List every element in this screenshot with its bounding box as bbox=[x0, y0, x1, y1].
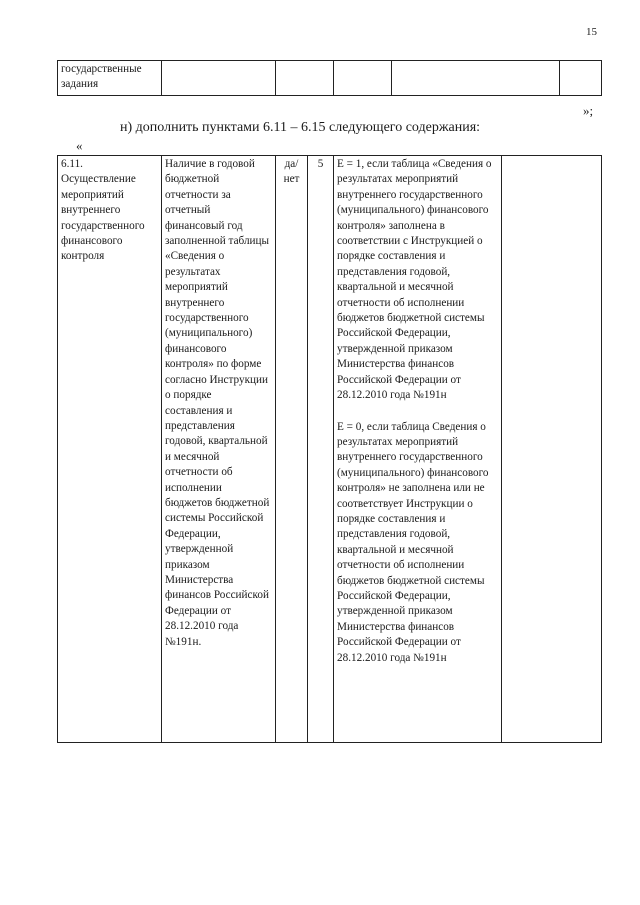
formula-e1: E = 1, если таблица «Сведения о результатах мероприятий внутреннего государственного (муниципального) финансового контроля» заполнена в соответствии с Инструкцией о порядке составления и представления годовой, квартальной и месячной отчетности об исполнении бюджетов бюджетной системы Российской Федерации, утвержденной приказом Министерства финансов Российской Федерации от 28.12.2010 года №191н bbox=[337, 158, 492, 402]
page-number: 15 bbox=[586, 26, 597, 38]
amendment-instruction: н) дополнить пунктами 6.11 – 6.15 следующего содержания: bbox=[120, 120, 481, 135]
table-cell bbox=[276, 61, 334, 96]
table-row bbox=[58, 61, 602, 96]
table-row bbox=[58, 156, 602, 743]
table-cell bbox=[334, 61, 392, 96]
opening-quote: « bbox=[76, 138, 83, 153]
indicator-name: Осуществление мероприятий внутреннего государственного финансового контроля bbox=[61, 173, 145, 263]
weight-cell: 5 bbox=[308, 156, 334, 743]
formula-e0: E = 0, если таблица Сведения о результатах мероприятий внутреннего государственного (муниципального) финансового контроля» не заполнена или не соответствует Инструкции о порядке составления и представления годовой, квартальной и месячной отчетности об исполнении бюджетов бюджетной системы Российской Федерации, утвержденной приказом Министерства финансов Российской Федерации от 28.12.2010 года №191н bbox=[337, 420, 489, 664]
unit-cell: да/ нет bbox=[276, 156, 308, 743]
indicator-table bbox=[57, 155, 602, 743]
criterion-cell: Наличие в годовой бюджетной отчетности за отчетный финансовый год заполненной таблицы «Сведения о результатах мероприятий внутреннего государственного (муниципального) финансового контроля» по форме согласно Инструкции о порядке составления и представления годовой, квартальной и месячной отчетности об исполнении бюджетов бюджетной системы Российской Федерации, утвержденной приказом Министерства финансов Российской Федерации от 28.12.2010 года №191н. bbox=[162, 156, 276, 743]
paragraph-gap bbox=[337, 404, 498, 420]
indicator-number: 6.11. bbox=[61, 158, 83, 170]
indicator-cell bbox=[58, 156, 162, 743]
row-label: государственные задания bbox=[58, 61, 162, 96]
table-cell bbox=[502, 156, 602, 743]
table-cell bbox=[560, 61, 602, 96]
table-cell bbox=[392, 61, 560, 96]
previous-table-fragment bbox=[57, 60, 602, 96]
formula-cell bbox=[334, 156, 502, 743]
closing-quote: »; bbox=[583, 103, 594, 118]
table-cell bbox=[162, 61, 276, 96]
